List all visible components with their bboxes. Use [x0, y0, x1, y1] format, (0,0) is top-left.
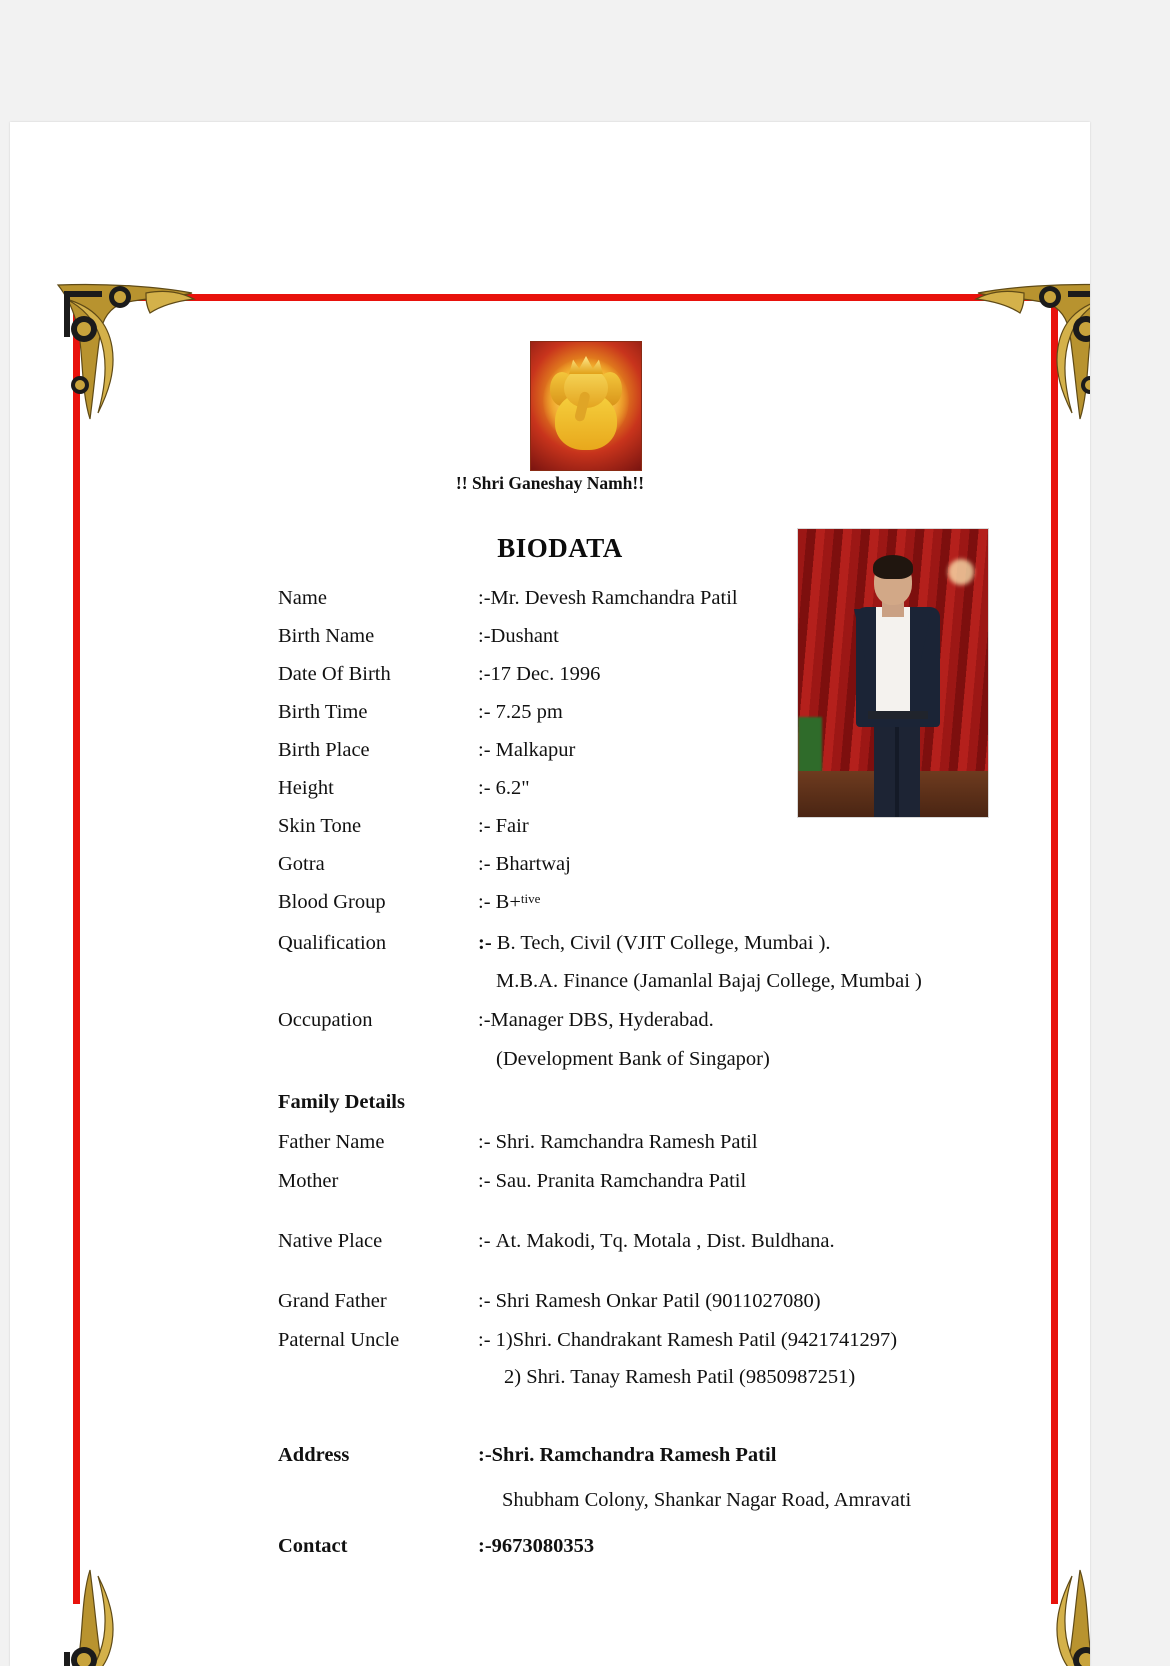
field-label: Native Place [278, 1229, 383, 1252]
field-separator: :- [478, 663, 491, 685]
field-value: 17 Dec. 1996 [490, 663, 601, 685]
field-label: Address [278, 1444, 350, 1467]
field-separator: :- [478, 1130, 491, 1153]
section-heading-family: Family Details [278, 1090, 405, 1113]
field-separator: :- [478, 853, 491, 875]
field-value: B. Tech, Civil (VJIT College, Mumbai ). [496, 931, 831, 954]
field-label: Skin Tone [278, 815, 362, 837]
field-blood-group [278, 892, 1018, 915]
field-label: Father Name [278, 1130, 385, 1153]
field-name [278, 588, 1018, 609]
field-address [278, 1445, 1018, 1466]
field-paternal-uncle [278, 1330, 1018, 1351]
field-label: Birth Name [278, 625, 375, 647]
field-value: Shri. Ramchandra Ramesh Patil [491, 1444, 777, 1467]
corner-ornament-bottom-right [970, 1562, 1090, 1666]
field-paternal-uncle-line2: 2) Shri. Tanay Ramesh Patil (9850987251) [504, 1366, 856, 1389]
field-value: 9673080353 [491, 1534, 595, 1557]
field-separator: :- [478, 1290, 491, 1313]
invocation-text: !! Shri Ganeshay Namh!! [455, 473, 645, 493]
field-separator: :- [478, 625, 491, 647]
field-label: Birth Place [278, 739, 370, 761]
field-separator: :- [478, 1444, 492, 1467]
biodata-fields [278, 588, 1018, 1556]
field-label: Blood Group [278, 891, 386, 913]
field-qualification [278, 933, 1018, 954]
field-separator: :- [478, 1170, 491, 1193]
field-contact [278, 1536, 1018, 1557]
field-label: Occupation [278, 1009, 373, 1032]
field-value: 1)Shri. Chandrakant Ramesh Patil (9421741297) [495, 1328, 898, 1351]
field-value: Shri Ramesh Onkar Patil (9011027080) [495, 1290, 821, 1313]
field-label: Grand Father [278, 1290, 387, 1313]
field-label: Paternal Uncle [278, 1328, 400, 1351]
field-date-of-birth [278, 664, 1018, 685]
field-label: Date Of Birth [278, 663, 391, 685]
field-gotra [278, 854, 1018, 875]
field-separator: :- [478, 1534, 492, 1557]
field-value-superscript: tive [520, 891, 541, 906]
field-occupation [278, 1010, 1018, 1031]
field-value: 7.25 pm [495, 701, 563, 723]
field-separator: :- [478, 701, 491, 723]
field-grand-father [278, 1291, 1018, 1312]
field-value: Manager DBS, Hyderabad. [490, 1009, 714, 1032]
field-value: B+ [495, 891, 521, 913]
field-height [278, 778, 1018, 799]
field-value: Bhartwaj [495, 853, 571, 875]
field-native-place [278, 1231, 1018, 1252]
field-occupation-line2: (Development Bank of Singapor) [496, 1047, 770, 1070]
field-mother-name [278, 1171, 1018, 1192]
field-separator: :- [478, 777, 491, 799]
field-value: Mr. Devesh Ramchandra Patil [490, 587, 738, 609]
document-page [10, 122, 1090, 1666]
field-label: Mother [278, 1170, 339, 1193]
field-separator: :- [478, 815, 491, 837]
field-label: Gotra [278, 853, 325, 875]
field-separator: :- [478, 891, 491, 913]
field-value: 6.2" [495, 777, 530, 799]
field-value: Sau. Pranita Ramchandra Patil [495, 1170, 747, 1193]
field-label: Birth Time [278, 701, 368, 723]
field-value: Shri. Ramchandra Ramesh Patil [495, 1130, 758, 1153]
field-label: Height [278, 777, 334, 799]
field-birth-place [278, 740, 1018, 761]
field-separator: :- [478, 931, 492, 954]
field-value: At. Makodi, Tq. Motala , Dist. Buldhana. [495, 1229, 835, 1252]
page-title: BIODATA [497, 533, 623, 563]
ganesha-icon [530, 341, 642, 471]
field-separator: :- [478, 1229, 491, 1252]
field-label: Name [278, 587, 327, 609]
corner-ornament-top-left [50, 277, 200, 427]
field-birth-time [278, 702, 1018, 723]
field-father-name [278, 1132, 1018, 1153]
field-value: Malkapur [495, 739, 576, 761]
field-separator: :- [478, 587, 491, 609]
field-value: Dushant [490, 625, 559, 647]
field-value: Fair [495, 815, 529, 837]
field-separator: :- [478, 739, 491, 761]
field-label: Qualification [278, 931, 387, 954]
corner-ornament-top-right [970, 277, 1090, 427]
field-qualification-line2: M.B.A. Finance (Jamanlal Bajaj College, Mumbai ) [496, 970, 922, 993]
field-label: Contact [278, 1534, 348, 1557]
field-separator: :- [478, 1328, 491, 1351]
corner-ornament-bottom-left [50, 1562, 200, 1666]
field-birth-name [278, 626, 1018, 647]
field-separator: :- [478, 1009, 491, 1032]
field-address-line2: Shubham Colony, Shankar Nagar Road, Amravati [502, 1488, 912, 1511]
field-skin-tone [278, 816, 1018, 837]
frame-border-top [73, 294, 1058, 301]
